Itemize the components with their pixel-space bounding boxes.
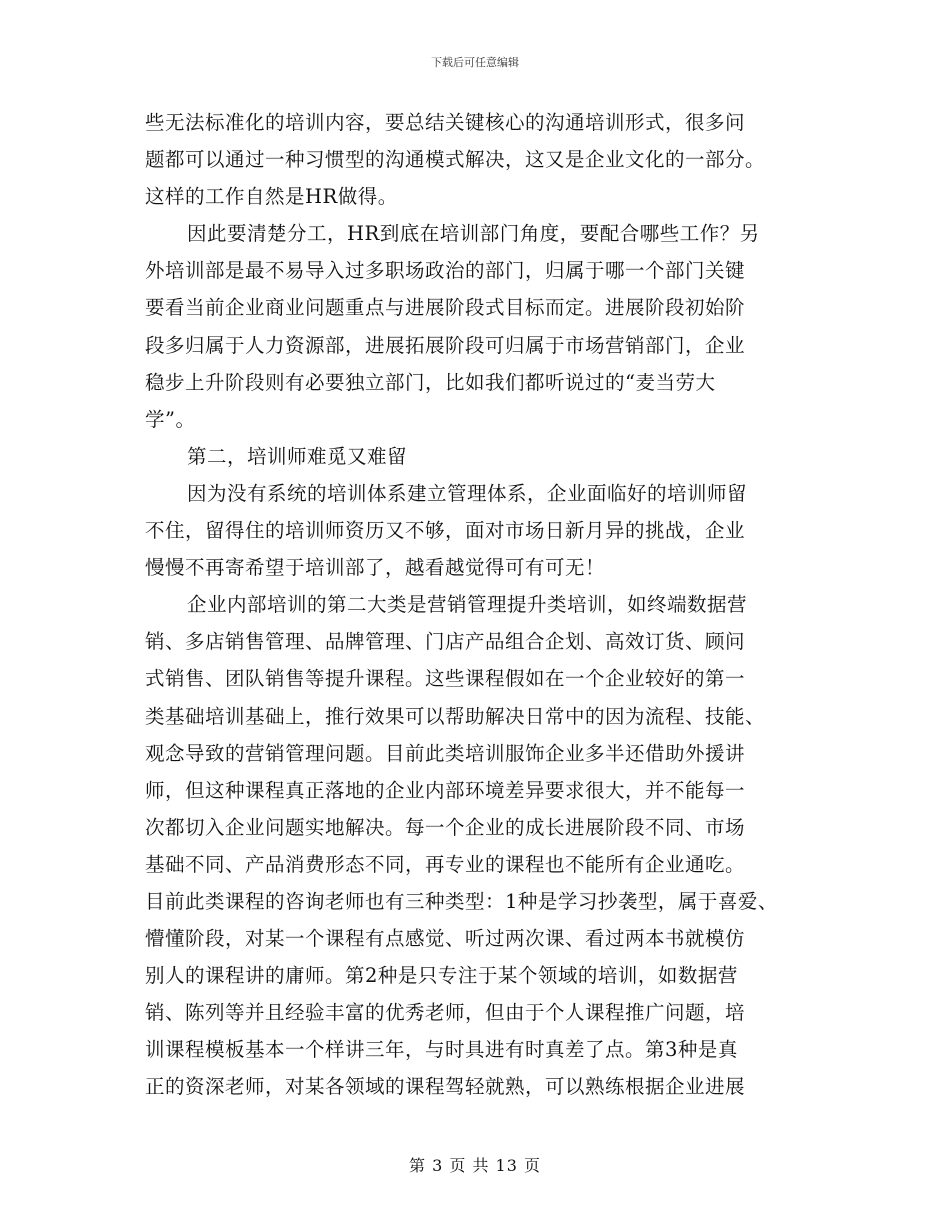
text-line: 师，但这种课程真正落地的企业内部环境差异要求很大，并不能每一 bbox=[145, 778, 746, 802]
page-number-footer: 第 3 页 共 13 页 bbox=[409, 1156, 541, 1175]
text-line: 基础不同、产品消费形态不同，再专业的课程也不能所有企业通吃。 bbox=[145, 852, 746, 876]
paragraph-start-line: 因此要清楚分工，HR到底在培训部门角度，要配合哪些工作？另 bbox=[187, 222, 760, 246]
text-line: 懵懂阶段，对某一个课程有点感觉、听过两次课、看过两本书就模仿 bbox=[145, 927, 746, 951]
text-line: 式销售、团队销售等提升课程。这些课程假如在一个企业较好的第一 bbox=[145, 667, 746, 691]
paragraph-start-line: 因为没有系统的培训体系建立管理体系，企业面临好的培训师留 bbox=[187, 481, 748, 505]
text-line: 题都可以通过一种习惯型的沟通模式解决，这又是企业文化的一部分。 bbox=[145, 148, 766, 172]
text-line: 销、多店销售管理、品牌管理、门店产品组合企划、高效订货、顾问 bbox=[145, 630, 746, 654]
text-line: 观念导致的营销管理问题。目前此类培训服饰企业多半还借助外援讲 bbox=[145, 741, 746, 765]
paragraph-start-line: 企业内部培训的第二大类是营销管理提升类培训，如终端数据营 bbox=[187, 593, 748, 617]
text-line: 销、陈列等并且经验丰富的优秀老师，但由于个人课程推广问题，培 bbox=[145, 1001, 746, 1025]
page-header: 下载后可任意编辑 bbox=[431, 56, 519, 69]
text-line: 正的资深老师，对某各领域的课程驾轻就熟，可以熟练根据企业进展 bbox=[145, 1075, 746, 1099]
document-body bbox=[145, 108, 825, 1110]
text-line: 要看当前企业商业问题重点与进展阶段式目标而定。进展阶段初始阶 bbox=[145, 296, 746, 320]
text-line: 不住，留得住的培训师资历又不够，面对市场日新月异的挑战，企业 bbox=[145, 519, 746, 543]
text-line: 次都切入企业问题实地解决。每一个企业的成长进展阶段不同、市场 bbox=[145, 815, 746, 839]
text-line: 段多归属于人力资源部，进展拓展阶段可归属于市场营销部门，企业 bbox=[145, 333, 746, 357]
text-line: 慢慢不再寄希望于培训部了，越看越觉得可有可无！ bbox=[145, 556, 606, 580]
section-heading: 第二，培训师难觅又难留 bbox=[187, 444, 408, 468]
text-line: 这样的工作自然是HR做得。 bbox=[145, 185, 398, 209]
text-line: 些无法标准化的培训内容，要总结关键核心的沟通培训形式，很多问 bbox=[145, 111, 746, 134]
text-line: 别人的课程讲的庸师。第2种是只专注于某个领域的培训，如数据营 bbox=[145, 964, 738, 988]
text-line: 外培训部是最不易导入过多职场政治的部门，归属于哪一个部门关键 bbox=[145, 259, 746, 283]
text-line: 训课程模板基本一个样讲三年，与时具进有时真差了点。第3种是真 bbox=[145, 1038, 738, 1062]
text-line: 稳步上升阶段则有必要独立部门，比如我们都听说过的“麦当劳大 bbox=[145, 370, 716, 394]
text-line: 目前此类课程的咨询老师也有三种类型：1种是学习抄袭型，属于喜爱、 bbox=[145, 889, 778, 913]
text-line: 学”。 bbox=[145, 407, 196, 431]
text-line: 类基础培训基础上，推行效果可以帮助解决日常中的因为流程、技能、 bbox=[145, 704, 766, 728]
